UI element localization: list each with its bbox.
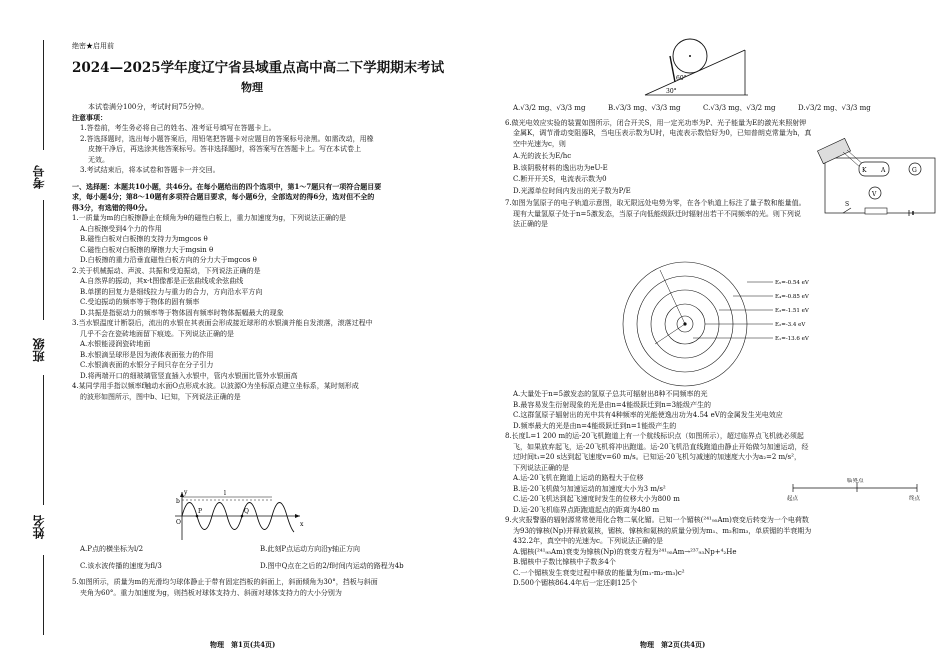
q1-option-c: C.磁性白板对白板擦的摩擦力大于mgsin θ	[80, 245, 214, 254]
score-line: 本试卷满分100分，考试时间75分钟。	[88, 103, 209, 111]
q5-option-c: C.√3/3 mg、√3/2 mg	[703, 104, 776, 112]
q8-option-b: B.运-20飞机做匀加速运动的加速度大小为3 m/s²	[513, 484, 666, 493]
baffle-plate	[670, 56, 675, 82]
voltmeter-label: V	[872, 191, 877, 198]
switch-label: S	[845, 201, 850, 208]
wave-curve	[182, 503, 294, 533]
q4-wave-figure	[160, 488, 310, 543]
binding-line	[43, 200, 44, 320]
ammeter-label: G	[912, 167, 917, 174]
q4-stem: 的波形如图所示，图中b、l已知，下列说法正确的是	[80, 392, 241, 401]
q6-option-d: D.光源单位时间内发出的光子数为P/E	[513, 187, 631, 195]
q4-stem: 4.某同学用手指以频率f触动水面O点形成水波。以波源O为坐标原点建立坐标系，某时刻形成	[72, 382, 359, 390]
q1-option-b: B.磁性白板对白板擦的支持力为mgcos θ	[80, 235, 208, 243]
q3-stem: 3.当水银温度计断裂后，流出的水银在其表面会形成接近球形的水银滴并能自发滚落，滚落过程中	[72, 319, 373, 327]
note-line: 3.考试结束后，将本试卷和答题卡一并交回。	[80, 166, 220, 174]
q9-stem: 432.2年，真空中的光速为c。下列说法正确的是	[513, 537, 663, 545]
point-p	[196, 515, 199, 518]
binding-line	[43, 375, 44, 505]
cathode-k: K	[862, 167, 867, 174]
amplitude-label: b	[176, 498, 180, 505]
radius-line	[655, 324, 685, 344]
q6-circuit-figure	[815, 138, 945, 218]
q8-stem: 飞，如果放弃起飞，运-20飞机将冲出跑道。运-20飞机沿直线跑道由静止开始做匀加速运动，经	[513, 442, 809, 451]
q8-option-d: D.运-20飞机临界点距跑道起点的距离为480 m	[513, 505, 660, 514]
point-q	[241, 515, 244, 518]
ball-center	[689, 55, 691, 57]
q7-stem: 现有大量氢原子处于n=5激发态，当原子向低能级跃迁时辐射出若干不同频率的光。则下列说	[513, 209, 801, 218]
radius-line	[660, 270, 685, 324]
q6-stem: 6.做光电效应实验的装置如图所示，闭合开关S，用一定光功率为P、光子能量为E的激光来照射钾	[505, 118, 807, 127]
q9-option-a: A.镅核(²⁴¹₉₅Am)衰变为镎核(Np)的衰变方程为²⁴¹₉₅Am→²³⁷₉₃Np+⁴₂He	[513, 547, 737, 556]
q5-option-b: B.√3/3 mg、√3/3 mg	[608, 104, 681, 112]
q9-option-d: D.500个镅核864.4年后一定还剩125个	[513, 579, 638, 587]
x-label: x	[300, 521, 304, 528]
q9-stem: 为93的镎核(Np)并释放氦核，镅核、镎核和氦核的质量分别为m₁、m₂和m₃，单质镅的半衰期为	[513, 526, 812, 535]
q8-option-c: C.运-20飞机达到起飞速度时发生的位移大小为800 m	[513, 495, 680, 503]
rheostat	[865, 208, 887, 214]
critical-label: 临界点	[847, 478, 864, 484]
laser-source	[817, 138, 850, 163]
origin-label: O	[176, 519, 181, 526]
left-column	[72, 102, 457, 402]
q2-option-a: A.自然界的振动，其x-t图像都是正弦曲线或余弦曲线	[80, 277, 244, 285]
q4-option-d: D.图中Q点在之后的2/f时间内运动的路程为4b	[260, 561, 404, 570]
anode-a: A	[881, 167, 886, 174]
subject-title: 物理	[241, 81, 263, 94]
q7-option-a: A.大量处于n=5激发态的氢原子总共可辐射出8种不同频率的光	[513, 390, 708, 398]
q4-option-c: C.该水波传播的速度为fl/3	[80, 561, 162, 570]
q1-option-d: D.白板擦的重力沿垂直磁性白板方向的分力大于mgcos θ	[80, 256, 257, 264]
q7-stem: 7.如图为氢原子的电子轨道示意图，取无限远处电势为零，在各个轨道上标注了量子数和能量值。	[505, 199, 806, 207]
confidential-mark: 绝密★启用前	[72, 42, 114, 50]
x-arrow	[295, 514, 300, 518]
q2-option-d: D.共振是指驱动力的频率等于物体固有频率时物体振幅最大的现象	[80, 308, 284, 317]
binding-line	[43, 40, 44, 150]
q2-option-c: C.受迫振动的频率等于物体的固有频率	[80, 298, 200, 306]
start-label: 起点	[787, 496, 799, 502]
baffle-angle: 60°	[676, 75, 687, 82]
q5-stem: 夹角为60°。重力加速度为g，则挡板对球体支持力、斜面对球体支持力的大小分别为	[80, 588, 342, 597]
footer-right: 物理 第2页(共4页)	[640, 640, 706, 649]
class-label: 班级	[32, 338, 46, 362]
q6-option-b: B.该阴极材料的逸出功为eU-E	[513, 164, 608, 172]
note-line: 1.答卷前，考生务必将自己的姓名、准考证号填写在答题卡上。	[80, 124, 276, 132]
q1-option-a: A.白板擦受到4个力的作用	[80, 224, 162, 233]
q6-option-a: A.光的波长为E/hc	[513, 152, 572, 160]
length-label: l	[224, 490, 226, 497]
q1-stem: 1.一质量为m的白板擦静止在倾角为θ的磁性白板上，重力加速度为g，下列说法正确的是	[72, 214, 347, 222]
q7-option-b: B.最容易发生衍射现象的光是由n=4能级跃迁到n=3能级产生的	[513, 400, 712, 409]
notice-title: 注意事项：	[72, 112, 107, 122]
q4-option-a: A.P点的横坐标为l/2	[80, 545, 144, 553]
q8-runway-figure	[785, 478, 925, 504]
q7-option-d: D.频率最大的光是由n=4能级跃迁到n=1能级产生的	[513, 421, 677, 430]
q8-option-a: A.运-20飞机在跑道上运动的路程大于位移	[513, 474, 644, 482]
q4-options-row	[72, 561, 457, 572]
binding-strip	[0, 0, 66, 655]
q6-stem: 金属K，调节滑动变阻器R，当电压表示数为U时，电流表示数恰好为0，已知普朗克常量为h，真	[513, 129, 812, 137]
q5-stem: 5.如图所示，质量为m的光滑均匀球体静止于带有固定挡板的斜面上，斜面倾角为30°，挡板与斜面	[72, 578, 378, 586]
q8-stem: 过时间t₁=20 s达到起飞速度v=60 m/s。已知运-20飞机匀减速的加速度大小为a₂=2 m/s²，	[513, 453, 801, 461]
left-column-continued	[72, 544, 457, 598]
q8-stem: 下列说法正确的是	[513, 463, 569, 472]
incline-angle: 30°	[666, 88, 677, 95]
exam-number-label: 考号	[32, 165, 46, 189]
end-label: 终点	[909, 496, 921, 502]
level-e4: E₄=-0.85 eV	[775, 294, 809, 300]
q9-option-c: C.一个镅核发生衰变过程中释放的能量为(m₁-m₂-m₃)c²	[513, 568, 685, 577]
q4-option-b: B.此刻P点运动方向沿y轴正方向	[260, 545, 361, 553]
q9-stem: 9.火灾报警器的辐射源常常使用化合物二氧化镅。已知一个镅核(²⁴¹₉₅Am)衰变后转变为一个电荷数	[505, 516, 809, 524]
q3-option-d: D.将两端开口的细玻璃管竖直插入水银中，管内水银面比管外水银面高	[80, 371, 298, 380]
note-line: 皮擦干净后，再选涂其他答案标号。答非选择题时，将答案写在答题卡上。写在本试卷上	[88, 145, 361, 153]
level-e3: E₃=-1.51 eV	[775, 308, 809, 314]
level-e2: E₂=-3.4 eV	[775, 322, 806, 328]
footer-left: 物理 第1页(共4页)	[210, 640, 276, 649]
q7-stem: 法正确的是	[513, 220, 548, 228]
p-label: P	[198, 508, 203, 515]
note-line: 2.答选择题时，选出每小题答案后，用铅笔把答题卡对应题目的答案标号涂黑。如需改动，用橡	[80, 134, 374, 143]
q4-options-row	[72, 544, 457, 555]
note-line: 无效。	[88, 155, 109, 164]
q7-orbit-figure	[615, 258, 845, 388]
q3-option-b: B.水银滴呈球形是因为液体表面张力的作用	[80, 350, 214, 359]
q2-stem: 2.关于机械振动、声波、共振和受迫振动，下列说法正确的是	[72, 266, 261, 275]
q-label: Q	[244, 508, 249, 515]
section-instruction: 得3分，有选错的得0分。	[72, 202, 152, 212]
binding-line	[43, 555, 44, 635]
name-label: 姓名	[32, 515, 46, 539]
section-instruction: 求，每小题4分；第8～10题有多项符合题目要求，每小题6分，全部选对的得6分，选对但不全的	[72, 192, 375, 201]
q5-incline-figure	[640, 30, 750, 98]
q6-option-c: C.断开开关S，电流表示数为0	[513, 174, 607, 183]
exam-title: 2024—2025学年度辽宁省县域重点高中高二下学期期末考试	[72, 60, 445, 76]
q8-stem: 8.长度L=1 200 m的运-20飞机跑道上有一个航线标识点（如图所示），超过临界点飞机就必须起	[505, 432, 804, 440]
q3-option-a: A.水银能浸润瓷砖地面	[80, 340, 151, 348]
switch	[843, 208, 851, 213]
q6-stem: 空中光速为c，则	[513, 139, 566, 148]
q5-option-a: A.√3/2 mg、√3/3 mg	[513, 104, 586, 112]
q3-stem: 几乎不会在瓷砖地面留下痕迹。下列说法正确的是	[80, 329, 234, 338]
q5-options-row	[505, 103, 945, 114]
q7-option-c: C.这群氢原子辐射出的光中共有4种频率的光能使逸出功为4.54 eV的金属发生光电效应	[513, 411, 783, 419]
section-instruction: 一、选择题：本题共10小题，共46分。在每小题给出的四个选项中，第1～7题只有一项符合题目要	[72, 181, 382, 191]
q5-option-d: D.√3/2 mg、√3/3 mg	[798, 104, 871, 112]
q9-option-b: B.镅核中子数比镎核中子数多4个	[513, 558, 616, 566]
q2-option-b: B.单摆的回复力是细线拉力与重力的合力，方向沿水平方向	[80, 287, 263, 296]
q3-option-c: C.水银滴表面的水银分子间只存在分子引力	[80, 361, 214, 369]
level-e1: E₁=-13.6 eV	[775, 336, 809, 342]
y-label: y	[184, 489, 188, 496]
level-e5: E₅=-0.54 eV	[775, 280, 809, 286]
